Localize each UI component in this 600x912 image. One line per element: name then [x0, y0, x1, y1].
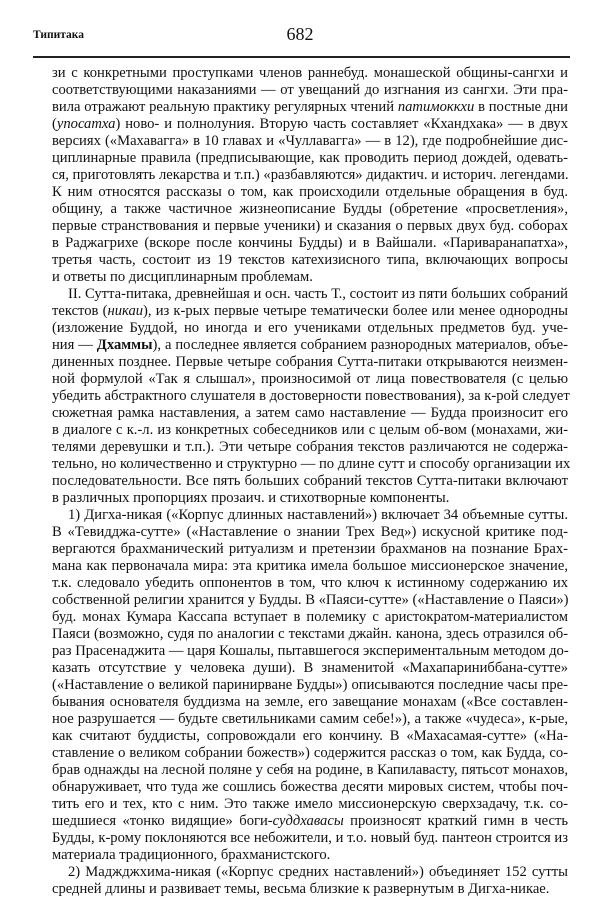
text-segment: версиях («Махавагга» в 10 главах и «Чуллавагга» — в 12), где подробнейшие дис-	[52, 133, 568, 149]
text-line	[52, 303, 568, 320]
text-segment: бывания основателя буддизма на земле, его завещание монахам («Все составлен-	[52, 694, 568, 710]
text-line	[52, 133, 568, 150]
text-line	[52, 813, 568, 830]
text-segment: брав однажды на лесной поляне у себя на родине, в Капилавасту, пятьсот монахов,	[52, 762, 568, 778]
text-line	[52, 609, 568, 626]
text-line	[52, 235, 568, 252]
text-segment: последовательности. Все пять больших собраний текстов Сутта-питаки включают	[52, 473, 568, 489]
text-segment: зи с конкретными проступками членов раннебуд. монашеской общины-сангхи и	[52, 65, 568, 81]
text-segment: текстов (	[52, 303, 108, 319]
text-segment: ) ново- и полнолуния. Вторую часть составляет «Кхандхака» — в двух	[115, 116, 568, 132]
text-segment: 2) Маджджхима-никая («Корпус средних наставлений») объединяет 152 сутты	[68, 864, 568, 880]
text-line	[52, 762, 568, 779]
page-number: 682	[286, 24, 314, 44]
text-line	[52, 422, 568, 439]
text-segment: ставление о великом собрании божеств») содержится рассказ о том, как Будда, со-	[52, 745, 568, 761]
text-segment: Будды, к-рому поклоняются все небожители, и т.о. новый буд. пантеон строится из	[52, 830, 568, 846]
text-segment: ), из к-рых первые четыре тематически более или менее однородны	[143, 303, 568, 319]
text-segment: В «Тевидджа-сутте» («Наставление о знании Трех Вед») искусной критике под-	[52, 524, 568, 540]
text-line	[52, 626, 568, 643]
paragraph	[52, 864, 568, 898]
text-line	[52, 864, 568, 881]
text-segment: К ним относятся рассказы о том, как происходили отдельные обращения в буд.	[52, 184, 568, 200]
text-segment: убедить абстрактного слушателя в достоверности повествования), за к-рой следует	[52, 388, 570, 404]
text-segment: казать отсутствие у человека души). В знаменитой «Махапариниббана-сутте»	[52, 660, 568, 676]
text-line	[52, 456, 571, 473]
text-segment: (изложение Буддой, но иногда и его учениками отдельных предметов буд. уче-	[52, 320, 568, 336]
text-line	[52, 592, 568, 609]
text-segment: первые странствования и первые ученики) и сказания о первых двух буд. соборах	[52, 218, 568, 234]
text-segment: ся, приготовлять лекарства и т.п.) «разбавляются» дидактич. и историч. легендами.	[52, 167, 569, 183]
text-line	[52, 405, 568, 422]
text-line	[52, 745, 568, 762]
article-body	[52, 65, 571, 898]
text-segment: ной формулой «Так я слышал», произносимой от лица повествователя (с целью	[52, 371, 568, 387]
text-segment: третья часть, состоит из 19 текстов катехизисного типа, включающих вопросы	[52, 252, 568, 268]
text-line	[52, 371, 568, 388]
text-segment: собственной религии хранится у Будды. В «Паяси-сутте» («Наставление о Паяси»)	[52, 592, 569, 608]
paragraph	[52, 507, 568, 864]
text-line	[52, 184, 568, 201]
text-segment: в постные дни	[474, 99, 568, 115]
text-segment: мана как первоначала мира: эта критика имела большое миссионерское значение,	[52, 558, 568, 574]
text-line	[52, 728, 568, 745]
text-line	[52, 541, 568, 558]
italic-term: патимоккхи	[397, 99, 475, 115]
text-segment: и ответы по дисциплинарным проблемам.	[52, 269, 313, 285]
text-line	[52, 201, 568, 218]
text-line	[52, 388, 568, 405]
text-segment: раз Прасенаджита — царя Кошалы, пытавшегося экспериментальным методом до-	[52, 643, 569, 659]
text-segment: средней длины и развивает темы, весьма близкие к развернутым в Дигха-никае.	[52, 881, 550, 897]
text-line	[52, 337, 568, 354]
text-segment: Паяси (возможно, судя по аналогии с текстами джайн. канона, здесь отразился об-	[52, 626, 568, 642]
section-title: Типитака	[33, 29, 85, 41]
text-segment: ния —	[52, 337, 97, 353]
text-line	[52, 99, 568, 116]
text-line	[52, 116, 568, 133]
text-segment: материала традиционного, брахманистского.	[52, 847, 331, 863]
text-line	[52, 575, 568, 592]
text-segment: сюжетная рамка наставления, а затем само наставление — Будда произносит его	[52, 405, 568, 421]
text-segment: телями деревушки и т.п.). Эти четыре собрания текстов различаются не содержа-	[52, 439, 568, 455]
text-line	[52, 711, 568, 728]
text-segment: II. Сутта-питака, древнейшая и осн. часть Т., состоит из пяти больших собраний	[68, 286, 568, 302]
text-line	[52, 830, 568, 847]
text-line	[52, 524, 568, 541]
text-segment: в Раджагрихе (вскоре после кончины Будды) и в Вайшали. «Париваранапатха»,	[52, 235, 568, 251]
text-segment: («Наставление о великой паринирване Будды») описываются последние часы пре-	[52, 677, 568, 693]
text-segment: 1) Дигха-никая («Корпус длинных наставлений») включает 34 объемные сутты.	[68, 507, 568, 523]
text-line	[52, 881, 568, 898]
italic-term: суддхавасы	[272, 813, 344, 829]
bold-term: Дхаммы	[96, 337, 153, 353]
text-line	[52, 779, 568, 796]
text-line	[52, 507, 568, 524]
text-line	[52, 252, 568, 269]
text-segment: соответствующими наказаниями — от увещаний до изгнания из сангхи. Эти пра-	[52, 82, 568, 98]
paragraph	[52, 286, 571, 507]
text-line	[52, 796, 568, 813]
text-line	[52, 150, 568, 167]
text-line	[52, 286, 568, 303]
text-segment: вила отражают реальную практику регулярных чтений	[52, 99, 398, 115]
text-line	[52, 677, 568, 694]
text-segment: диненных позднее. Первые четыре собрания Сутта-питаки открываются неизмен-	[52, 354, 568, 370]
text-segment: (	[52, 116, 57, 132]
text-line	[52, 473, 568, 490]
text-line	[52, 320, 568, 337]
text-line	[52, 82, 568, 99]
text-line	[52, 269, 568, 286]
text-line	[52, 218, 568, 235]
text-line	[52, 660, 568, 677]
text-segment: вергаются брахманический ритуализм и претензии брахманов на познание Брах-	[52, 541, 568, 557]
italic-term: упосатха	[56, 116, 116, 132]
text-segment: буд. монах Кумара Кассапа вступает в полемику с аристократом-материалистом	[52, 609, 568, 625]
text-line	[52, 354, 568, 371]
text-segment: произносят краткий гимн в честь	[343, 813, 568, 829]
text-segment: циплинарные правила (предписывающие, как проводить период дождей, одевать-	[52, 150, 568, 166]
text-line	[52, 643, 568, 660]
text-line	[52, 439, 568, 456]
text-segment: т.к. следовало убедить оппонентов в том, что ключ к истинному содержанию их	[52, 575, 568, 591]
text-line	[52, 65, 568, 82]
text-segment: обнаруживает, что туда же сошлись божества десяти мировых систем, чтобы поч-	[52, 779, 568, 795]
text-segment: ное разрушается — будьте светильниками самим себе!»), а также «чудеса», к-рые,	[52, 711, 568, 727]
text-segment: ), а последнее является собранием разнородных материалов, объе-	[152, 337, 568, 353]
text-segment: тельно, но количественно и структурно — по длине сутт и способу организации их	[52, 456, 571, 472]
text-line	[52, 694, 568, 711]
text-segment: в различных пропорциях прозаич. и стихотворные компоненты.	[52, 490, 450, 506]
paragraph	[52, 65, 568, 286]
text-line	[52, 167, 568, 184]
text-segment: в диалоге с к.-л. из конкретных собеседников или с целым об-вом (монахами, жи-	[52, 422, 568, 438]
text-segment: шедшиеся «тонко видящие» боги-	[52, 813, 273, 829]
text-segment: как считают буддисты, сопровождали его кончину. В «Махасамая-сутте» («На-	[52, 728, 568, 744]
text-line	[52, 847, 568, 864]
text-line	[52, 558, 568, 575]
text-segment: общину, а также частичное жизнеописание Будды (обретение «просветления»,	[52, 201, 568, 217]
text-line	[52, 490, 568, 507]
italic-term: никаи	[107, 303, 144, 319]
text-segment: тить его и тех, кто с ним. Это также имело миссионерскую сверхзадачу, т.к. со-	[52, 796, 568, 812]
header-rule	[33, 56, 570, 58]
